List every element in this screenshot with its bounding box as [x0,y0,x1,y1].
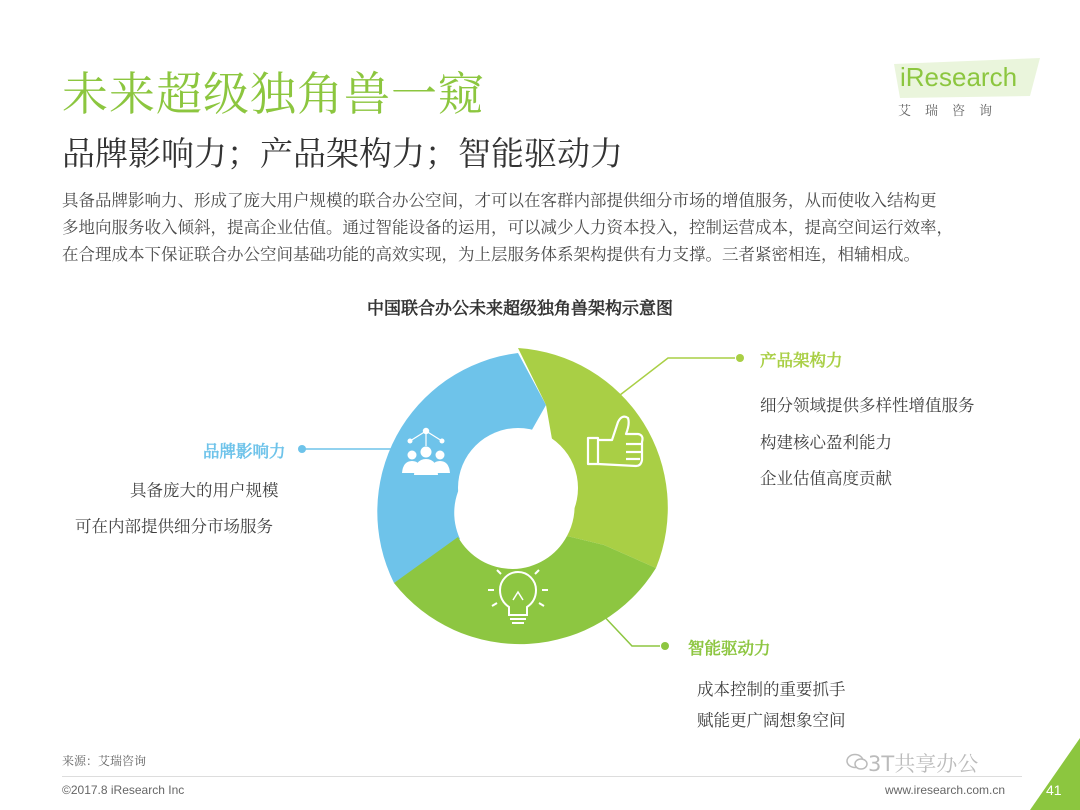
label-intelligence: 智能驱动力 [688,639,771,658]
connector-dot-product [736,354,744,362]
page-number: 41 [1046,782,1062,798]
intelligence-item: 赋能更广阔想象空间 [697,711,846,730]
connector-product [620,358,735,395]
brand-item: 具备庞大的用户规模 [130,481,279,500]
intro-line: 在合理成本下保证联合办公空间基础功能的高效实现，为上层服务体系架构提供有力支撑。三者紧密相连，相辅相成。 [62,245,920,264]
watermark: 3T共享办公 [868,752,979,776]
product-item: 企业估值高度贡献 [760,469,892,488]
product-item: 构建核心盈利能力 [760,433,892,452]
footer-url[interactable]: www.iresearch.com.cn [885,783,1006,797]
intelligence-item: 成本控制的重要抓手 [697,680,846,699]
page-corner-shape [1030,738,1080,810]
source-note: 来源：艾瑞咨询 [62,754,147,768]
logo-wordmark: iResearch [900,62,1018,92]
intro-line: 多地向服务收入倾斜，提高企业估值。通过智能设备的运用，可以减少人力资本投入，控制运营成本，提高空间运行效率， [62,218,953,237]
copyright: ©2017.8 iResearch Inc [62,783,185,797]
brand-item: 可在内部提供细分市场服务 [75,517,273,536]
diagram-title: 中国联合办公未来超级独角兽架构示意图 [367,299,673,319]
page-subtitle: 品牌影响力；产品架构力；智能驱动力 [62,134,623,173]
connector-dot-intelligence [661,642,669,650]
intro-line: 具备品牌影响力、形成了庞大用户规模的联合办公空间，才可以在客群内部提供细分市场的增值服务，从而使收入结构更 [62,191,937,210]
page-title: 未来超级独角兽一窥 [62,67,485,121]
wechat-icon [846,752,868,772]
connector-dot-brand [298,445,306,453]
connector-intelligence [600,612,660,646]
logo-subtitle: 艾瑞咨询 [898,104,1007,119]
label-brand: 品牌影响力 [203,442,286,461]
product-item: 细分领域提供多样性增值服务 [760,396,975,415]
ring-center [458,428,578,548]
label-product: 产品架构力 [760,351,843,370]
